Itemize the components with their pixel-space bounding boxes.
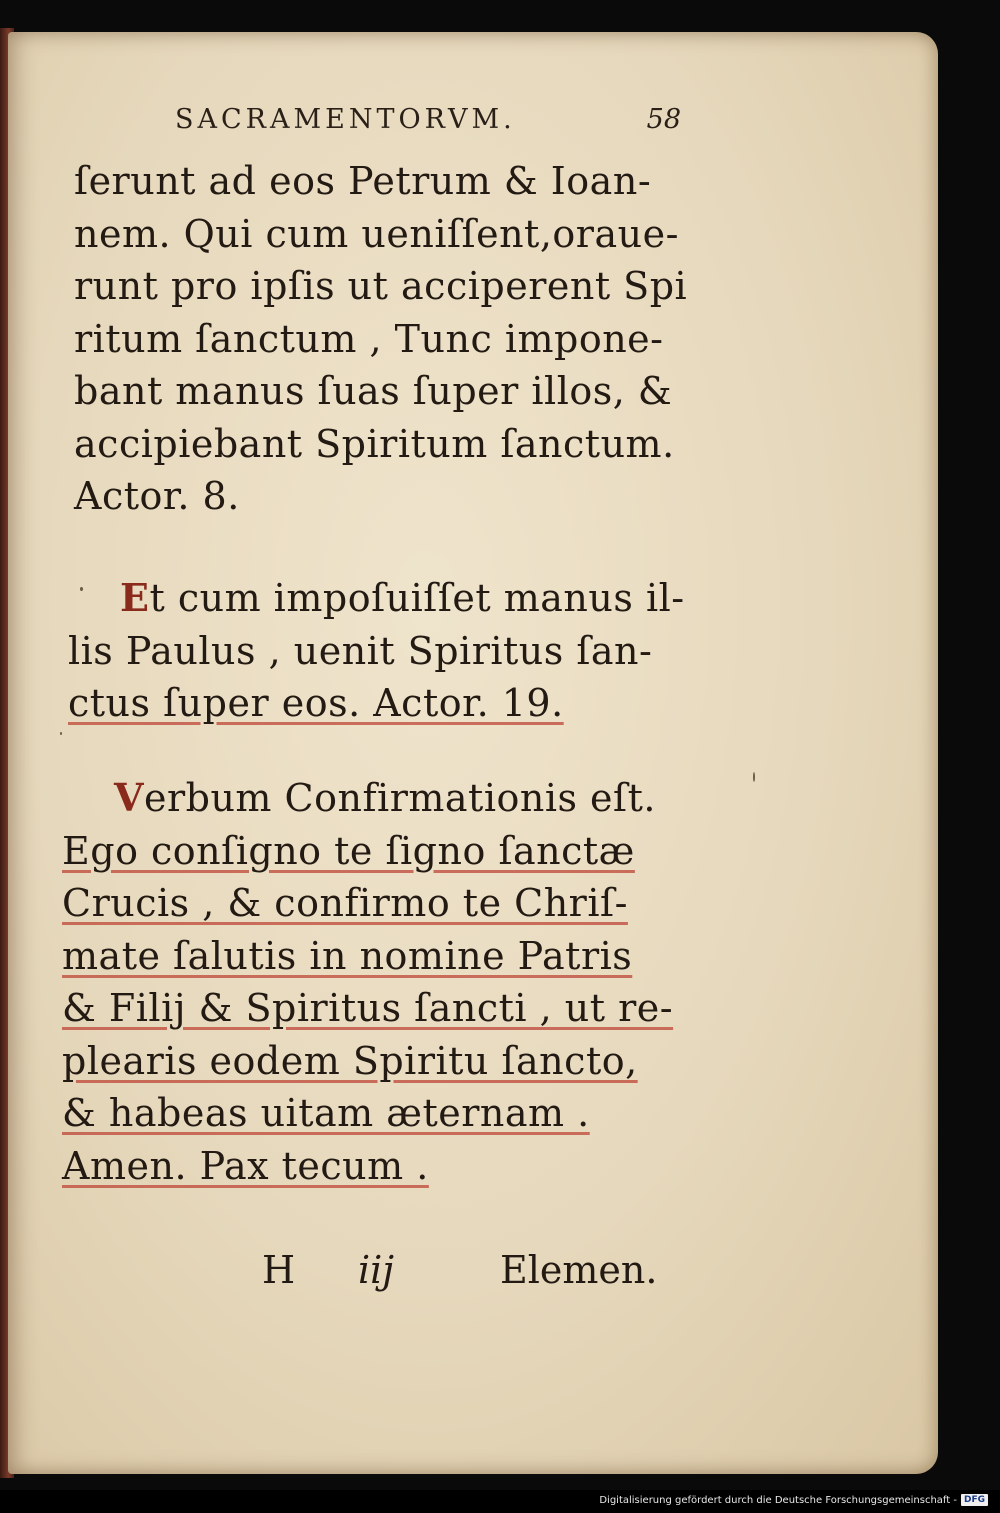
paragraph-3: [62, 772, 702, 1192]
text-line: ritum ſanctum , Tunc impone-: [74, 316, 664, 361]
page-header: [175, 104, 695, 144]
paper-speck: [753, 772, 755, 782]
text-line: plearis eodem Spiritu ſancto,: [62, 1038, 638, 1083]
text-line: lis Paulus , uenit Spiritus ſan-: [68, 628, 653, 673]
text-line: ſerunt ad eos Petrum & Ioan-: [74, 159, 652, 203]
text-line: & Filij & Spiritus ſancti , ut re-: [62, 986, 674, 1030]
rubric-initial: V: [114, 775, 144, 820]
text-line: bant manus ſuas ſuper illos, &: [74, 369, 673, 413]
credit-text: Digitalisierung gefördert durch die Deutsche Forschungsgemeinschaft -: [599, 1494, 957, 1506]
text-line: Actor. 8.: [74, 474, 240, 518]
text-line: & habeas uitam æternam .: [62, 1091, 590, 1135]
paper-speck: [60, 732, 62, 735]
text-line: nem. Qui cum ueniſſent,oraue-: [74, 211, 679, 256]
catchword: Elemen.: [500, 1248, 658, 1292]
running-head: SACRAMENTORVM.: [175, 104, 516, 135]
text-line: ctus ſuper eos. Actor. 19.: [68, 681, 564, 725]
dfg-logo: DFG: [961, 1494, 988, 1506]
rubric-initial: E: [120, 575, 150, 620]
paragraph-2: [68, 572, 708, 730]
line-text: t cum impoſuiſſet manus il-: [149, 576, 685, 620]
text-line: [68, 572, 708, 625]
text-line: accipiebant Spiritum ſanctum.: [74, 421, 675, 466]
text-line: Amen. Pax tecum .: [62, 1143, 429, 1188]
digitization-credit: [599, 1493, 988, 1507]
folio-number: 58: [646, 104, 681, 135]
text-line: mate ſalutis in nomine Patris: [62, 933, 633, 978]
text-line: Crucis , & confirmo te Chriſ-: [62, 881, 628, 925]
text-line: Ego conſigno te ſigno ſanctæ: [62, 828, 635, 873]
signature-number: iij: [358, 1248, 395, 1292]
signature-letter: H: [262, 1248, 296, 1292]
text-line: [62, 772, 702, 825]
signature-catchline: [262, 1248, 682, 1304]
text-line: runt pro ipſis ut acciperent Spi: [74, 264, 688, 308]
paragraph-1: [74, 155, 714, 523]
line-text: erbum Confirmationis eſt.: [143, 776, 656, 820]
